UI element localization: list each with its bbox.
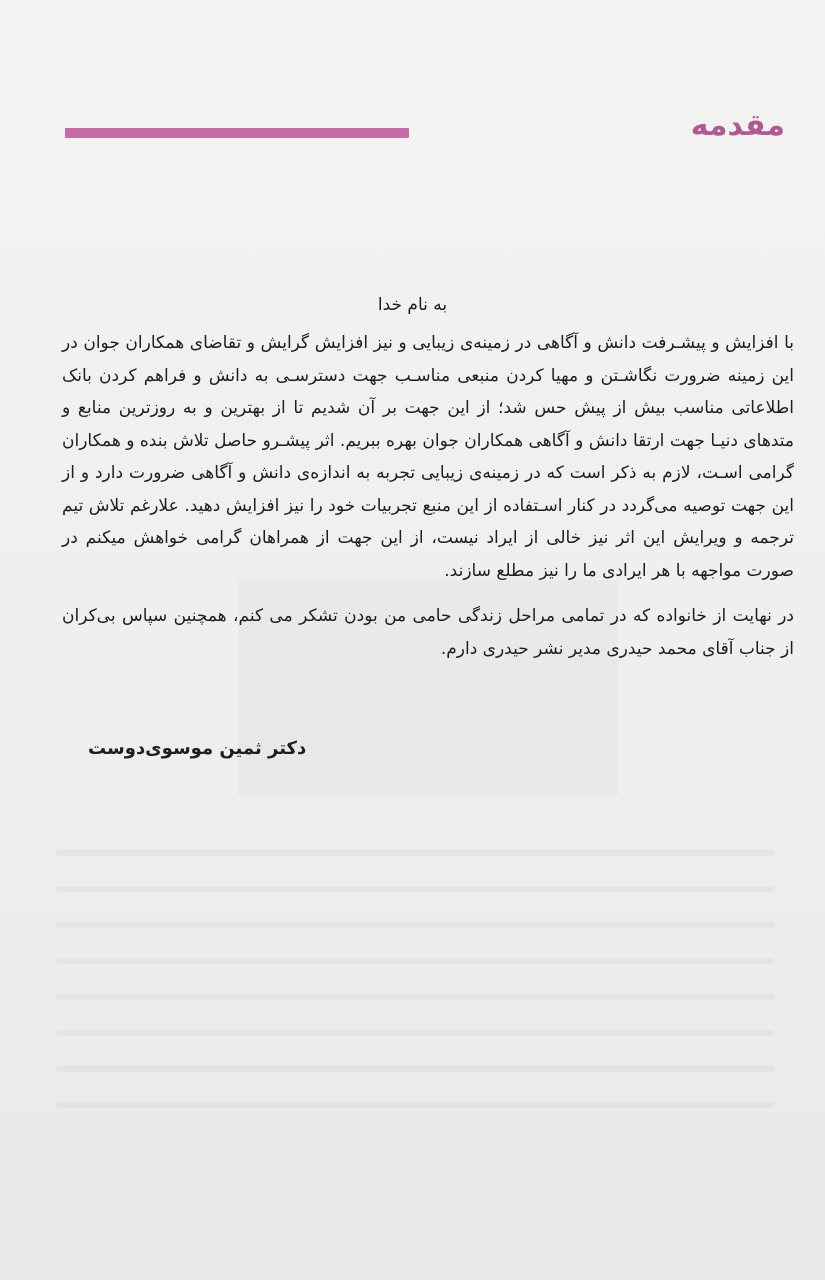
bismillah-heading: به نام خدا [377,295,448,315]
paragraph-main: با افزایش و پیشـرفت دانش و آگاهی در زمینه‌ی زیبایی و نیز افزایش گرایش و تقاضای همکاران جوان در این زمینه ضرورت نگاشـتن و مهیا کردن منبعی مناسـب جهت دسترسـی به دانش و فراهم کردن بانک اطلاعاتی مناسب بیش از پیش حس شد؛ از این جهت بر آن شدیم تا از بهترین و به روزترین منابع و متدهای دنیـا جهت ارتقا دانش و آگاهی همکاران جوان بهره ببریم. اثر پیشـرو حاصل تلاش بنده و همکاران گرامی اسـت، لازم به ذکر است که در زمینه‌ی زیبایی تجربه به اندازه‌ی دانش و آگاهی ضرورت دارد و از این جهت توصیه می‌گردد در کنار اسـتفاده از این منبع تجربیات خود را نیز افزایش دهید. علارغم تلاش تیم ترجمه و ویرایش این اثر نیز خالی از ایراد نیست، از این جهت از همراهان گرامی خواهش میکنم در صورت مواجهه با هر ایرادی ما را نیز مطلع سازند. [62,333,794,581]
introduction-body [62,327,794,665]
header-accent-bar [65,128,409,138]
paragraph-thanks: در نهایت از خانواده که در تمامی مراحل زندگی حامی من بودن تشکر می کنم، همچنین سپاس بی‌کران از جناب آقای محمد حیدری مدیر نشر حیدری دارم. [62,606,794,659]
page-title: مقدمه [690,108,785,143]
bleed-through-text [55,850,775,1138]
author-signature: دکتر ثمین موسوی‌دوست [88,738,307,759]
